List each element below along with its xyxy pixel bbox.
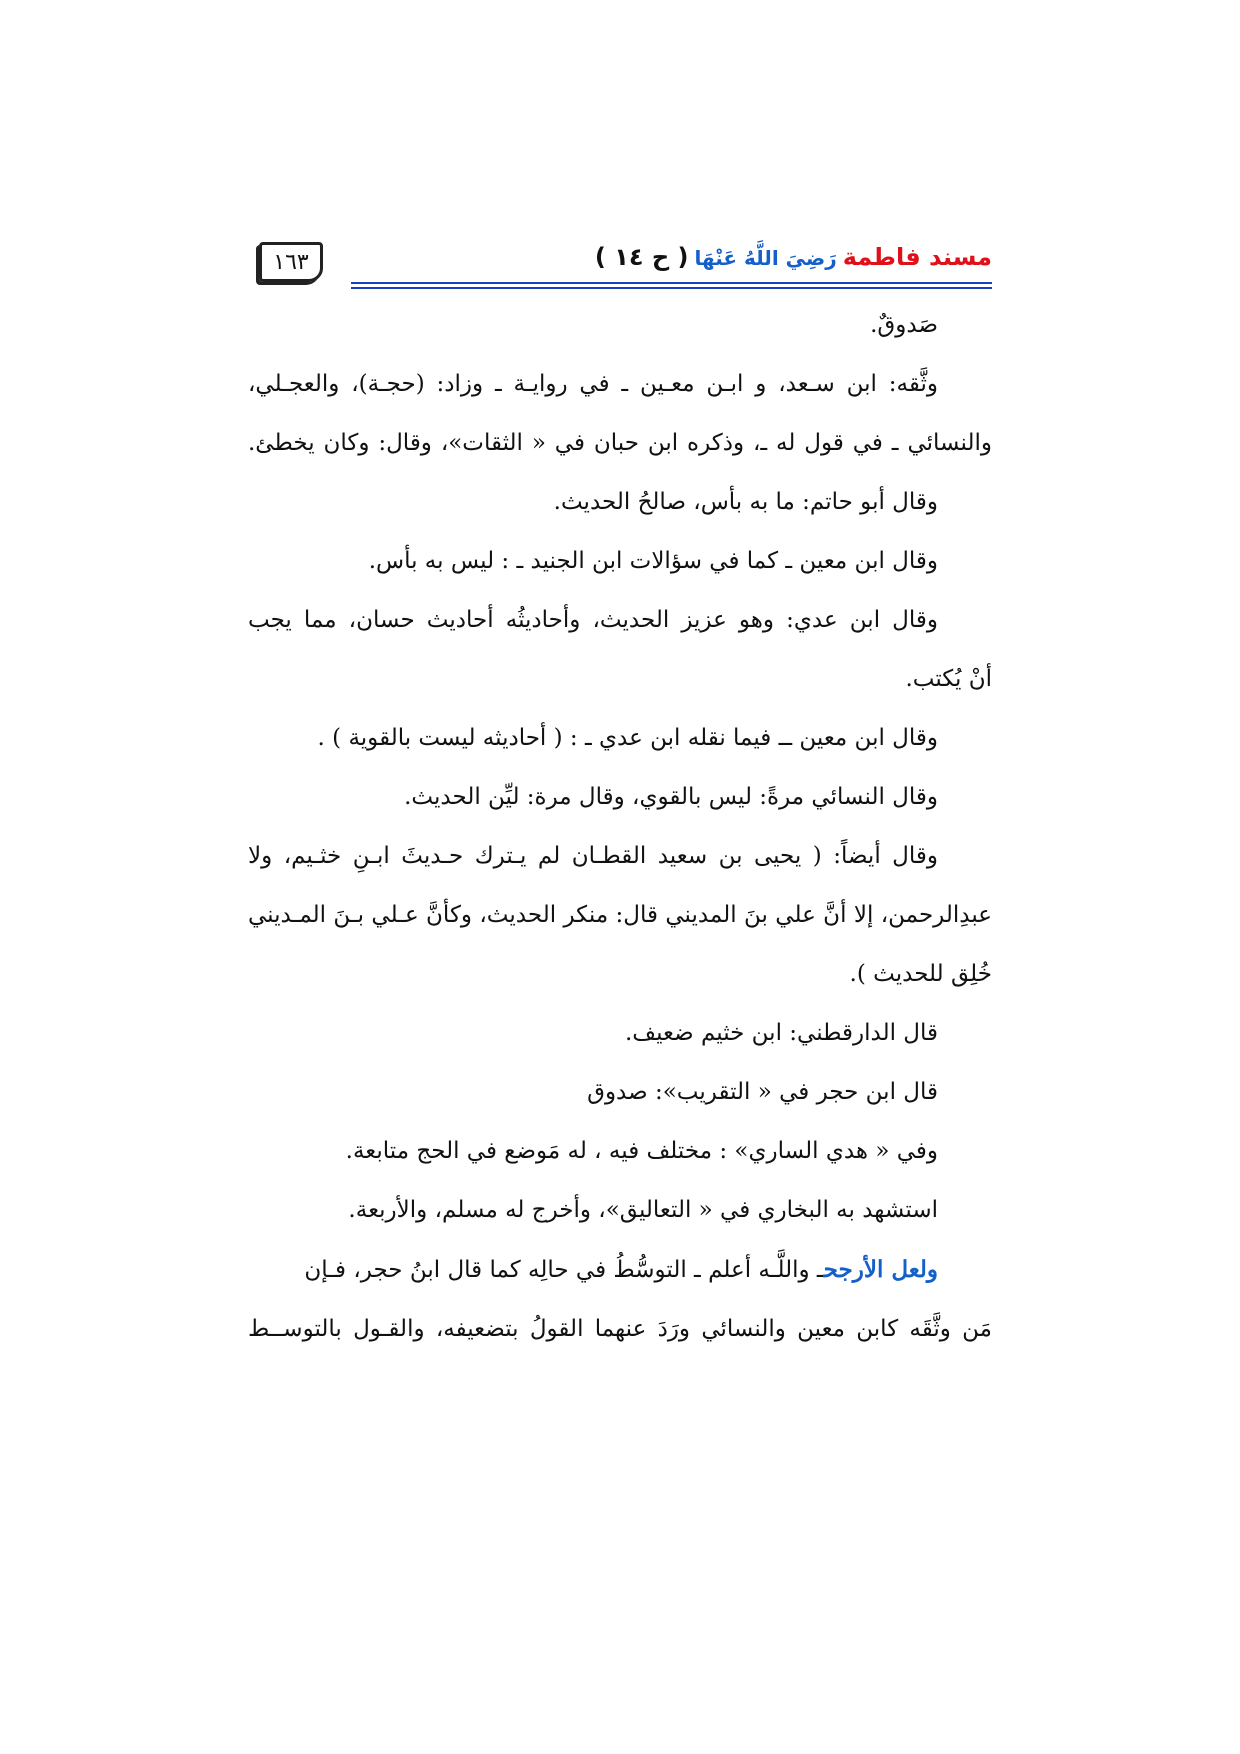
emphasis-phrase: ولعل الأرجح (823, 1256, 938, 1283)
body-line: وقال ابن عدي: وهو عزيز الحديث، وأحاديثُه أحاديث حسان، مما يجب (248, 607, 938, 633)
body-line: مَن وثَّقَه كابن معين والنسائي ورَدَ عنهما القولُ بتضعيفه، والقـول بالتوســط (248, 1316, 992, 1342)
body-line: قال الدارقطني: ابن خثيم ضعيف. (624, 1020, 938, 1046)
header-rule-second (351, 287, 992, 289)
body-line (248, 1240, 992, 1300)
body-line: قال ابن حجر في « التقريب»: صدوق (587, 1079, 938, 1105)
page-number: ١٦٣ (259, 242, 323, 282)
body-line: وقال أبو حاتم: ما به بأس، صالحُ الحديث. (553, 489, 938, 515)
body-line: وقال النسائي مرةً: ليس بالقوي، وقال مرة: ليِّن الحديث. (404, 784, 938, 810)
body-line-continuation: ـ واللَّـه أعلم ـ التوسُّطُ في حالِه كما قال ابنُ حجر، فـإن (304, 1257, 824, 1283)
body-line: وقال أيضاً: ( يحيى بن سعيد القطـان لم يـترك حـديثَ ابـنِ خثـيم، ولا (248, 843, 938, 869)
body-line: عبدِالرحمن، إلا أنَّ علي بنَ المديني قال: منكر الحديث، وكأنَّ عـلي بـنَ المـديني (248, 902, 992, 928)
body-line: والنسائي ـ في قول له ـ، وذكره ابن حبان في « الثقات»، وقال: وكان يخطئ. (248, 430, 992, 456)
body-line: وقال ابن معين ــ فيما نقله ابن عدي ـ : ( أحاديثه ليست بالقوية ) . (317, 725, 938, 751)
running-header (595, 240, 992, 275)
header-rule (351, 282, 992, 284)
body-line: وفي « هدي الساري» : مختلف فيه ، له مَوضع في الحج متابعة. (345, 1138, 938, 1164)
body-line: أنْ يُكتب. (905, 666, 992, 692)
body-line: استشهد به البخاري في « التعاليق»، وأخرج له مسلم، والأربعة. (348, 1197, 938, 1223)
body-line: وثَّقه: ابن سـعد، و ابـن معـين ـ في روايـة ـ وزاد: (حجـة)، والعجـلي، (248, 371, 938, 397)
honorific-glyph: رَضِيَ اللَّهُ عَنْهَا (694, 246, 837, 270)
header-book-title: مسند فاطمة (842, 243, 992, 271)
header-volume: ( ح ١٤ ) (594, 243, 689, 271)
body-text (248, 296, 992, 1359)
body-line: خُلِق للحديث ). (849, 961, 992, 987)
body-line: صَدوقٌ. (870, 312, 938, 338)
body-line: وقال ابن معين ـ كما في سؤالات ابن الجنيد ـ : ليس به بأس. (368, 548, 938, 574)
